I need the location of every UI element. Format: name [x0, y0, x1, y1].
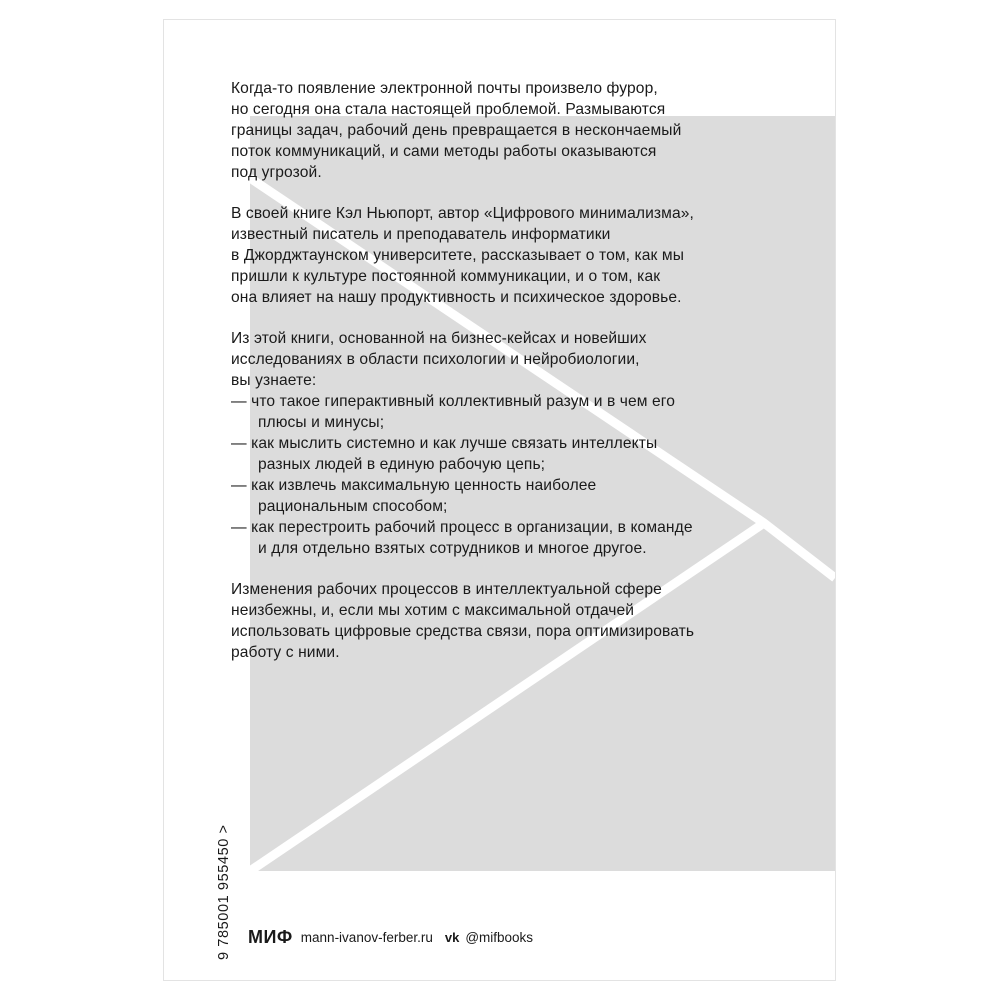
- text-line: в Джорджтаунском университете, рассказывает о том, как мы: [231, 247, 685, 264]
- publisher-footer: [248, 927, 533, 948]
- bullet-item: — как мыслить системно и как лучше связать интеллекты: [231, 435, 658, 452]
- text-line: поток коммуникаций, и сами методы работы оказываются: [231, 143, 657, 160]
- text-line: использовать цифровые средства связи, пора оптимизировать: [231, 623, 695, 640]
- bullet-continuation: и для отдельно взятых сотрудников и многое другое.: [258, 540, 647, 557]
- bullet-item: — как извлечь максимальную ценность наиболее: [231, 477, 597, 494]
- bullet-item: — как перестроить рабочий процесс в организации, в команде: [231, 519, 693, 536]
- bullet-continuation: плюсы и минусы;: [258, 414, 385, 431]
- text-line: известный писатель и преподаватель информатики: [231, 226, 611, 243]
- publisher-website[interactable]: mann-ivanov-ferber.ru: [300, 930, 433, 945]
- text-line: под угрозой.: [231, 164, 322, 181]
- isbn-barcode-number: 9 785001 955450 >: [216, 824, 232, 960]
- social-handle[interactable]: @mifbooks: [465, 930, 534, 945]
- text-line: границы задач, рабочий день превращается в нескончаемый: [231, 122, 682, 139]
- text-line: неизбежны, и, если мы хотим с максимальной отдачей: [231, 602, 635, 619]
- text-line: но сегодня она стала настоящей проблемой. Размываются: [231, 101, 666, 118]
- bullet-item: — что такое гиперактивный коллективный разум и в чем его: [231, 393, 676, 410]
- vk-icon[interactable]: vk: [444, 930, 460, 945]
- bullet-continuation: разных людей в единую рабочую цепь;: [258, 456, 546, 473]
- text-line: вы узнаете:: [231, 372, 317, 389]
- publisher-logo: МИФ: [248, 927, 293, 947]
- paragraph-2: [231, 203, 751, 308]
- text-line: работу с ними.: [231, 644, 340, 661]
- text-line: Изменения рабочих процессов в интеллектуальной сфере: [231, 581, 662, 598]
- paragraph-1: [231, 78, 751, 183]
- text-line: исследованиях в области психологии и нейробиологии,: [231, 351, 640, 368]
- text-line: Из этой книги, основанной на бизнес-кейсах и новейших: [231, 330, 647, 347]
- description-text: [231, 78, 751, 683]
- text-line: пришли к культуре постоянной коммуникации, и о том, как: [231, 268, 661, 285]
- text-line: В своей книге Кэл Ньюпорт, автор «Цифрового минимализма»,: [231, 205, 694, 222]
- bullet-continuation: рациональным способом;: [258, 498, 448, 515]
- book-back-cover: [164, 20, 835, 980]
- text-line: она влияет на нашу продуктивность и психическое здоровье.: [231, 289, 682, 306]
- paragraph-4: [231, 579, 751, 663]
- text-line: Когда-то появление электронной почты произвело фурор,: [231, 80, 658, 97]
- paragraph-3: [231, 328, 751, 559]
